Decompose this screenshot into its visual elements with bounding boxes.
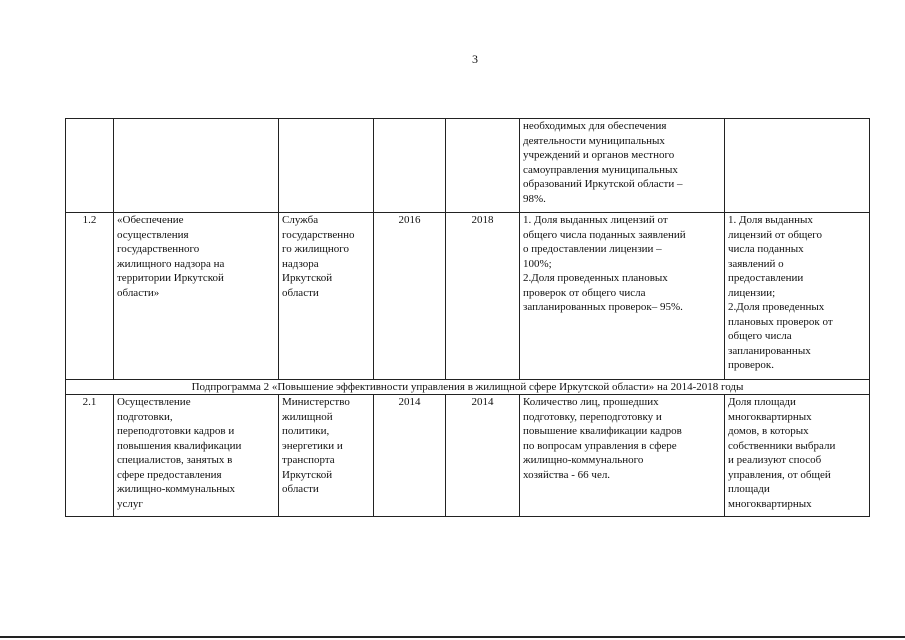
effect-cell [725, 119, 870, 213]
row-number-cell [66, 119, 114, 213]
executor-cell: Министерство жилищной политики, энергетики и транспорта Иркутской области [279, 395, 374, 517]
indicator-cell: необходимых для обеспечения деятельности муниципальных учреждений и органов местного самоуправления муниципальных образований Иркутской области – 98%. [520, 119, 725, 213]
page-number: 3 [472, 52, 478, 66]
table-row [66, 213, 870, 380]
end-year-cell: 2018 [446, 213, 520, 380]
table-row [66, 395, 870, 517]
activity-name-cell: Осуществление подготовки, переподготовки кадров и повышения квалификации специалистов, занятых в сфере предоставления жилищно-коммунальных услуг [114, 395, 279, 517]
start-year-cell [374, 119, 446, 213]
effect-cell: 1. Доля выданных лицензий от общего числа поданных заявлений о предоставлении лицензии; 2.Доля проведенных плановых проверок от общего числа запланированных проверок. [725, 213, 870, 380]
activity-name-cell: «Обеспечение осуществления государственного жилищного надзора на территории Иркутской области» [114, 213, 279, 380]
row-number-cell: 2.1 [66, 395, 114, 517]
program-table [65, 118, 870, 517]
table-row [66, 119, 870, 213]
page-bottom-edge [0, 636, 905, 638]
indicator-cell: 1. Доля выданных лицензий от общего числа поданных заявлений о предоставлении лицензии – 100%; 2.Доля проведенных плановых проверок от общего числа запланированных проверок– 95%. [520, 213, 725, 380]
end-year-cell [446, 119, 520, 213]
activity-name-cell [114, 119, 279, 213]
subprogram-row [66, 380, 870, 395]
effect-cell: Доля площади многоквартирных домов, в которых собственники выбрали и реализуют способ управления, от общей площади многоквартирных [725, 395, 870, 517]
end-year-cell: 2014 [446, 395, 520, 517]
start-year-cell: 2014 [374, 395, 446, 517]
start-year-cell: 2016 [374, 213, 446, 380]
executor-cell [279, 119, 374, 213]
indicator-cell: Количество лиц, прошедших подготовку, переподготовку и повышение квалификации кадров по вопросам управления в сфере жилищно-коммунального хозяйства - 66 чел. [520, 395, 725, 517]
executor-cell: Служба государственно го жилищного надзора Иркутской области [279, 213, 374, 380]
subprogram-title: Подпрограмма 2 «Повышение эффективности управления в жилищной сфере Иркутской области» на 2014-2018 годы [66, 380, 870, 395]
row-number-cell: 1.2 [66, 213, 114, 380]
